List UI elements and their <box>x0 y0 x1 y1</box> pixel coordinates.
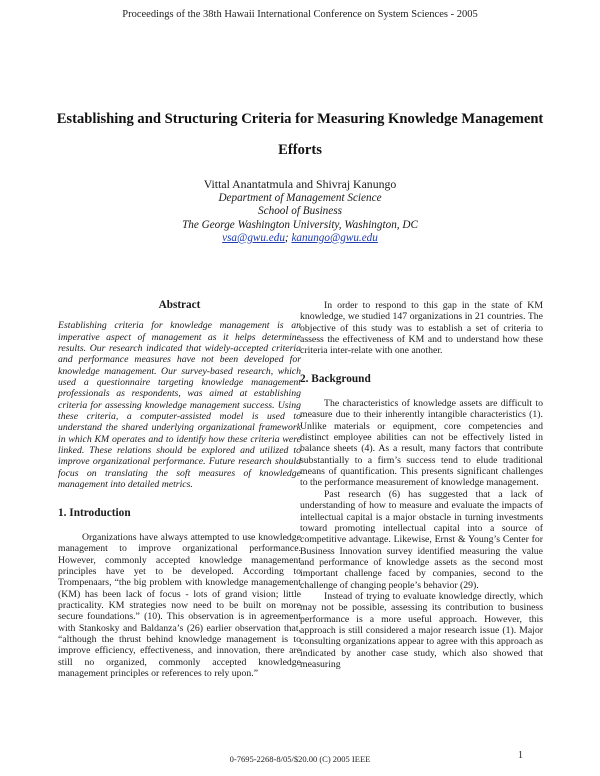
background-paragraph-3: Instead of trying to evaluate knowledge directly, which may not be possible, assessing its contribution to business performance is a more useful approach. However, this approach is still considered a major research issue (1). Major consulting organizations appear to agree with this approach as indicated by another case study, which also showed that measuring <box>300 590 543 670</box>
email-separator: ; <box>284 231 289 244</box>
abstract-heading: Abstract <box>158 299 201 311</box>
introduction-continuation: In order to respond to this gap in the state of KM knowledge, we studied 147 organizations in 21 countries. The objective of this study was to establish a set of criteria to assess the effectiveness of KM and to understand how these criteria inter-relate with one another. <box>300 300 543 357</box>
background-paragraph-1: The characteristics of knowledge assets are difficult to measure due to their inherently intangible characteristics (1). Unlike materials or equipment, core competencies and distinct employee abilities can not be effectively listed in balance sheets (4). As a result, many factors that contribute substantially to a firm’s success tend to elude traditional means of quantification. This presents significant challenges to the performance measurement of knowledge management. <box>300 398 543 489</box>
author-block <box>0 178 600 245</box>
conference-header: Proceedings of the 38th Hawaii International Conference on System Sciences - 2005 <box>122 9 478 20</box>
page-number: 1 <box>518 750 523 761</box>
introduction-paragraph: Organizations have always attempted to use knowledge management to improve organizational performance. However, commonly accepted knowledge management principles have yet to be developed. According to Trompenaars, “the big problem with knowledge management (KM) has been lack of focus - lots of grand vision; little practicality. KM strategies now need to be built on more secure foundations.” (10). This observation is in agreement with Stankosky and Baldanza’s (26) earlier observation that, “although the thrust behind knowledge management is to improve efficiency, effectiveness, and innovation, there are still no organized, commonly accepted knowledge management principles or references to rely upon.” <box>58 531 301 679</box>
school: School of Business <box>258 205 342 218</box>
department: Department of Management Science <box>218 192 382 205</box>
email-link-1[interactable]: vsa@gwu.edu <box>222 231 285 244</box>
title-line-2: Efforts <box>278 142 322 158</box>
paper-title <box>40 104 560 166</box>
introduction-heading: 1. Introduction <box>58 506 131 519</box>
copyright-footer: 0-7695-2268-8/05/$20.00 (C) 2005 IEEE <box>229 754 371 764</box>
title-line-1: Establishing and Structuring Criteria for Measuring Knowledge Management <box>56 111 544 127</box>
right-column <box>300 300 543 670</box>
university: The George Washington University, Washington, DC <box>182 218 418 231</box>
abstract-text: Establishing criteria for knowledge management is an imperative aspect of management as it helps determine results. Our research indicated that widely-accepted criteria and performance measures have not been developed for knowledge management. Our survey-based research, which used a questionnaire targeting knowledge management professionals as respondents, was aimed at establishing criteria for assessing knowledge management success. Using these criteria, a computer-assisted model is used to understand the shared underlying organizational framework in which KM operates and to identify how these criteria were linked. These relations should be explored and utilized to improve organizational performance. Future research should focus on translating the soft measures of knowledge management into detailed metrics. <box>58 320 301 491</box>
email-link-2[interactable]: kanungo@gwu.edu <box>291 231 378 244</box>
author-emails <box>0 232 600 245</box>
background-heading: 2. Background <box>300 372 371 385</box>
author-names: Vittal Anantatmula and Shivraj Kanungo <box>203 177 397 191</box>
background-paragraph-2: Past research (6) has suggested that a lack of understanding of how to measure and evaluate the impacts of intellectual capital is a major obstacle in turning investments toward promoting intellectual capital into a source of competitive advantage. Likewise, Ernst & Young’s Center for Business Innovation survey identified measuring the value and performance of knowledge assets as the second most important challenge faced by companies, second to the challenge of changing people’s behavior (29). <box>300 488 543 591</box>
left-column <box>58 300 301 679</box>
